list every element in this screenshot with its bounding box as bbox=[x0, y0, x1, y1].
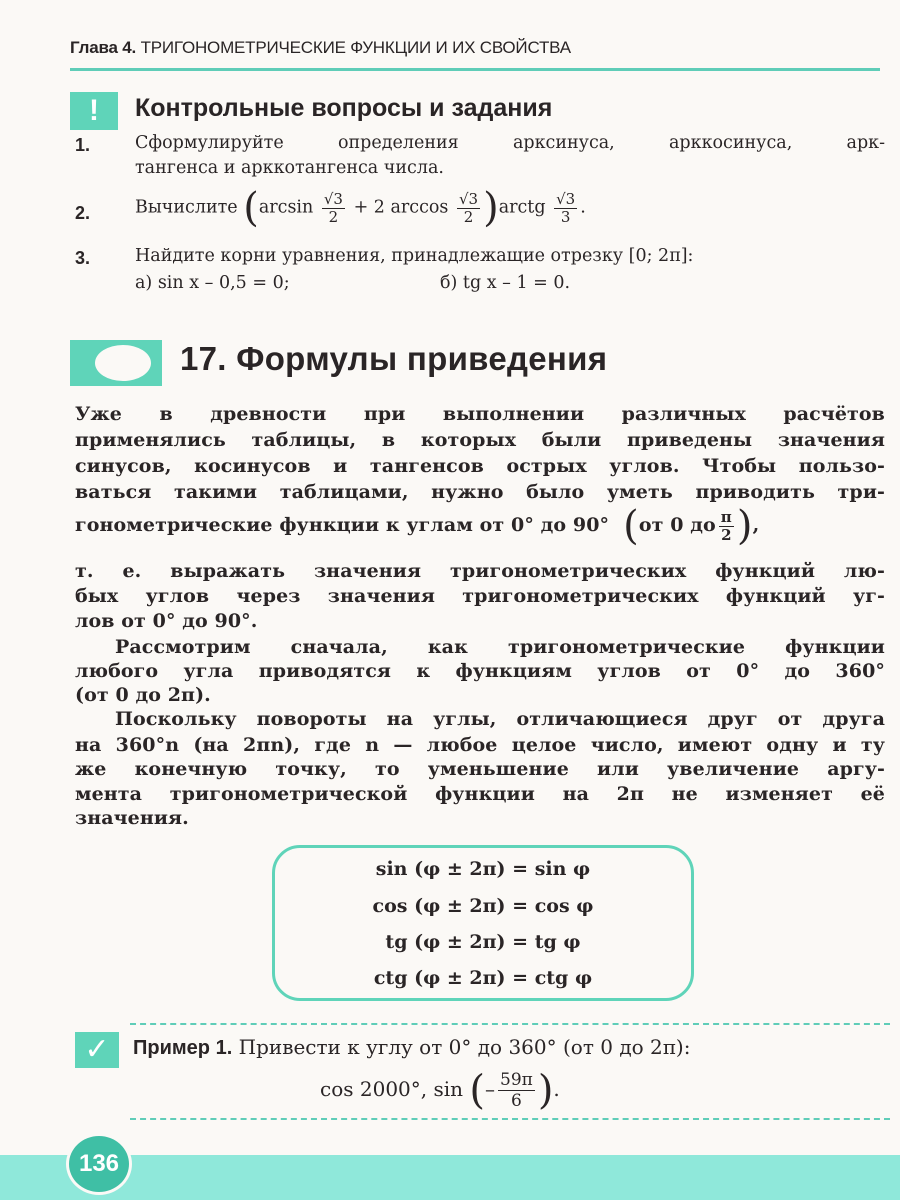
fraction bbox=[322, 191, 345, 226]
fraction bbox=[719, 509, 734, 544]
header-divider bbox=[70, 68, 880, 71]
denominator: 2 bbox=[721, 525, 732, 544]
paragraph-line: бых углов через значения тригонометрических функций уг- bbox=[75, 585, 885, 607]
question-number: 2. bbox=[75, 203, 91, 223]
checkmark-icon: ✓ bbox=[75, 1032, 119, 1068]
numerator: √3 bbox=[323, 189, 343, 208]
punctuation: . bbox=[580, 197, 586, 218]
denominator: 2 bbox=[463, 207, 474, 226]
paragraph-line: т. е. выражать значения тригонометрических функций лю- bbox=[75, 560, 885, 582]
paragraph-line: Поскольку повороты на углы, отличающиеся друг от друга bbox=[115, 708, 885, 730]
numerator: 59π bbox=[500, 1070, 533, 1090]
question-text: Вычислите bbox=[135, 197, 238, 218]
expression-text: cos 2000°, sin bbox=[320, 1077, 464, 1101]
paragraph-line: на 360°n (на 2πn), где n — любое целое число, имеют одну и ту bbox=[75, 734, 885, 756]
paragraph-line: синусов, косинусов и тангенсов острых углов. Чтобы пользо- bbox=[75, 455, 885, 477]
paragraph-line: ваться такими таблицами, нужно было уметь приводить три- bbox=[75, 481, 885, 503]
formula: sin (φ ± 2π) = sin φ bbox=[375, 858, 591, 880]
paragraph-line: применялись таблицы, в которых были приведены значения bbox=[75, 429, 885, 451]
chapter-label: Глава 4. bbox=[70, 38, 137, 57]
paragraph-line: же конечную точку, то уменьшение или увеличение аргу- bbox=[75, 758, 885, 780]
example-heading bbox=[133, 1035, 690, 1060]
paragraph-line: лов от 0° до 90°. bbox=[75, 610, 258, 632]
paragraph-line: Уже в древности при выполнении различных расчётов bbox=[75, 403, 885, 425]
section-title: 17. Формулы приведения bbox=[180, 340, 608, 377]
paragraph-line-fraction: гонометрические функции к углам от 0° до 90° (от 0 до $\frac{\pi}{2}$ ), bbox=[75, 503, 760, 549]
formula: ctg (φ ± 2π) = ctg φ bbox=[373, 967, 593, 989]
dashed-divider bbox=[130, 1023, 890, 1025]
section-oval-icon bbox=[92, 342, 154, 384]
denominator: 3 bbox=[560, 207, 571, 226]
paragraph-line: любого угла приводятся к функциям углов от 0° до 360° bbox=[75, 660, 885, 682]
formula-part: arcsin bbox=[258, 197, 314, 218]
equation-b: б) tg x – 1 = 0. bbox=[440, 273, 571, 293]
question-number: 3. bbox=[75, 248, 91, 268]
running-header bbox=[70, 38, 571, 58]
exclamation-icon: ! bbox=[70, 92, 118, 130]
question-number: 1. bbox=[75, 135, 91, 155]
line-text: гонометрические функции к углам от 0° до 90° bbox=[75, 514, 610, 536]
formula: tg (φ ± 2π) = tg φ bbox=[385, 931, 581, 953]
denominator: 2 bbox=[328, 207, 339, 226]
questions-title: Контрольные вопросы и задания bbox=[135, 94, 553, 122]
minus-sign: – bbox=[485, 1077, 495, 1101]
paragraph-line: значения. bbox=[75, 807, 189, 829]
formula-part: arctg bbox=[498, 197, 546, 218]
punctuation: , bbox=[752, 514, 760, 536]
example-label: Пример 1. bbox=[133, 1037, 233, 1059]
formula: cos (φ ± 2π) = cos φ bbox=[372, 895, 594, 917]
question-text: тангенса и арккотангенса числа. bbox=[135, 158, 444, 178]
formula-box bbox=[272, 845, 694, 1001]
dashed-divider bbox=[130, 1118, 890, 1120]
denominator: 6 bbox=[510, 1091, 522, 1111]
numerator: π bbox=[720, 507, 732, 526]
question-text: Сформулируйте определения арксинуса, арккосинуса, арк- bbox=[135, 133, 885, 153]
numerator: √3 bbox=[556, 189, 576, 208]
numerator: √3 bbox=[458, 189, 479, 208]
punctuation: . bbox=[553, 1077, 560, 1101]
formula-part: + 2 arccos bbox=[353, 197, 449, 218]
fraction bbox=[498, 1070, 535, 1111]
footer-bar bbox=[0, 1155, 900, 1200]
example-expression: cos 2000°, sin (– $\frac{59\pi}{6}$ ). bbox=[320, 1067, 560, 1114]
question-formula: Вычислите (arcsin $\frac{√3}{2}$ + 2 arccos $\frac{√3}{2}$ )arctg $\frac{√3}{3}$ . bbox=[135, 185, 586, 231]
paragraph-line: (от 0 до 2π). bbox=[75, 684, 211, 706]
paragraph-line: мента тригонометрической функции на 2π не изменяет её bbox=[75, 783, 885, 805]
paragraph-line: Рассмотрим сначала, как тригонометрические функции bbox=[115, 636, 885, 658]
chapter-title: ТРИГОНОМЕТРИЧЕСКИЕ ФУНКЦИИ И ИХ СВОЙСТВА bbox=[140, 38, 571, 57]
fraction bbox=[457, 191, 480, 226]
page-number: 136 bbox=[66, 1133, 132, 1195]
fraction bbox=[554, 191, 577, 226]
line-text: от 0 до bbox=[638, 514, 716, 536]
equation-a: а) sin x – 0,5 = 0; bbox=[135, 273, 290, 293]
question-text: Найдите корни уравнения, принадлежащие отрезку [0; 2π]: bbox=[135, 246, 694, 266]
example-text: Привести к углу от 0° до 360° (от 0 до 2π): bbox=[238, 1035, 691, 1059]
